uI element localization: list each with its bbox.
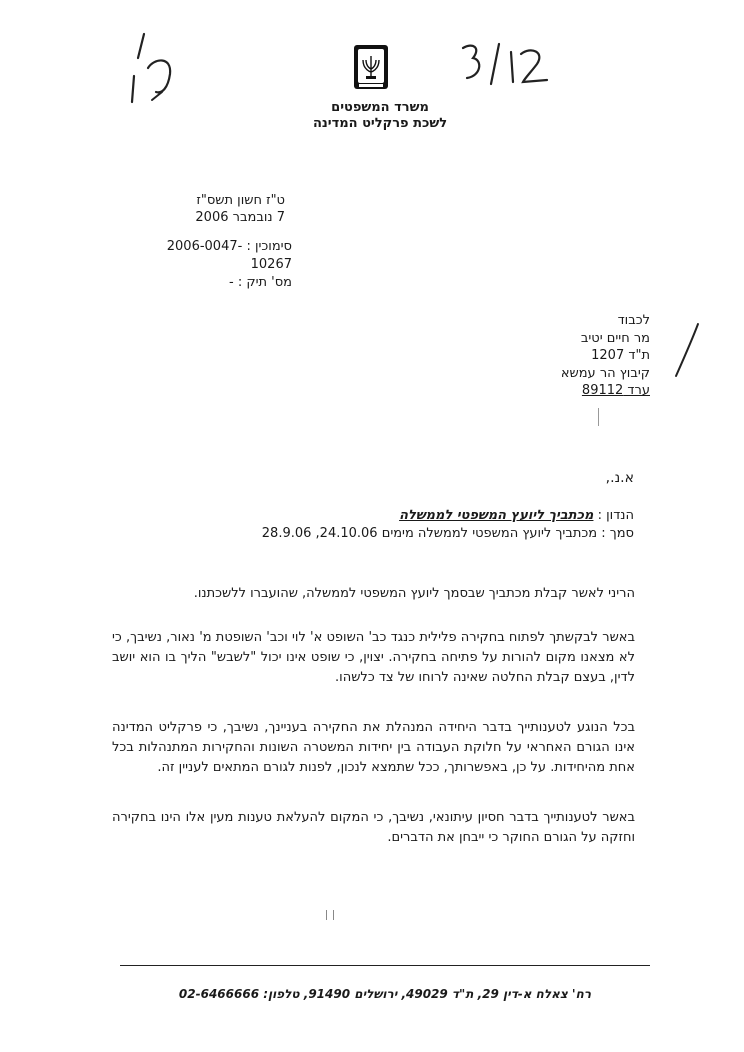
subject-label: הנדון : xyxy=(597,508,634,523)
handwritten-folio xyxy=(455,38,555,90)
body-paragraph-4: באשר לטענותייך בדבר חסיון עיתונאי, נשיבך, כי המקום להעלאת טענות מעין אלו הינו בחקירה וחזקה על הגורם החוקר כי ייבחן את הדברים. xyxy=(112,810,635,845)
footer-address: רח' צאלח א-דין 29, ת"ד 49029, ירושלים 91490, טלפון: 02-6466666 xyxy=(178,987,592,1001)
address-line: לכבוד xyxy=(617,313,650,328)
stray-mark xyxy=(326,910,334,920)
subject-block xyxy=(214,507,634,543)
ministry-name: משרד המשפטים xyxy=(331,100,429,115)
handwritten-initials-drawing xyxy=(122,28,182,108)
salutation: א.נ., xyxy=(605,470,634,486)
body-paragraph-2: באשר לבקשתך לפתוח בחקירה פלילית כנגד כב' השופט א' לוי וכב' השופטת מ' נאור, נשיבך, כי לא מצאנו מקום להורות על פתיחה בחקירה. יצוין, כי שופט אינו יכול "לשבש" הליך בו הוא יושב לדין, בעצם קבלת החלטה שאינה לרוחו של צד כלשהו. xyxy=(112,630,635,685)
address-line: מר חיים יטיב xyxy=(580,330,650,346)
recipient-address xyxy=(490,312,650,400)
subject-reference: סמך : מכתביך ליועץ המשפטי לממשלה מימים 24.10.06, 28.9.06 xyxy=(261,526,634,541)
subject-line xyxy=(214,507,634,525)
state-emblem-icon xyxy=(353,44,389,90)
letterhead xyxy=(300,100,460,132)
date-block xyxy=(170,192,285,226)
reference-block xyxy=(130,238,292,292)
office-name: לשכת פרקליט המדינה xyxy=(312,116,448,131)
body-paragraph-1: הריני לאשר קבלת מכתביך שבסמך ליועץ המשפטי לממשלה, שהועברו ללשכתנו. xyxy=(193,586,635,601)
handwritten-folio-drawing xyxy=(455,38,555,90)
gregorian-date: 7 נובמבר 2006 xyxy=(195,210,285,225)
footer-divider xyxy=(120,965,650,966)
reference-number: סימוכין : 2006-0047-10267 xyxy=(166,239,292,272)
handwritten-initials xyxy=(122,28,182,108)
margin-checkmark-drawing xyxy=(672,320,702,380)
file-number: מס' תיק : - xyxy=(229,275,292,290)
address-line: קיבוץ הר עמשא xyxy=(560,365,650,381)
hebrew-date: ט"ז חשון תשס"ז xyxy=(196,193,285,208)
subject-title: מכתביך ליועץ המשפטי לממשלה xyxy=(399,508,594,523)
stray-mark xyxy=(598,408,603,426)
margin-checkmark xyxy=(672,320,702,380)
address-city-zip: ערד 89112 xyxy=(581,383,650,398)
address-line: ת"ד 1207 xyxy=(591,348,650,363)
body-paragraph-3: בכל הנוגע לטענותייך בדבר היחידה המנהלת את החקירה בעניינך, נשיבך, כי פרקליט המדינה אינו הגורם האחראי על חלוקת העבודה בין יחידות המשטרה השונות והחקירות המתנהלות בכל אחת מהיחידות. על כן, באפשרותך, ככל שתמצא לנכון, לפנות לגורם המתאים לעניין זה. xyxy=(112,720,635,775)
